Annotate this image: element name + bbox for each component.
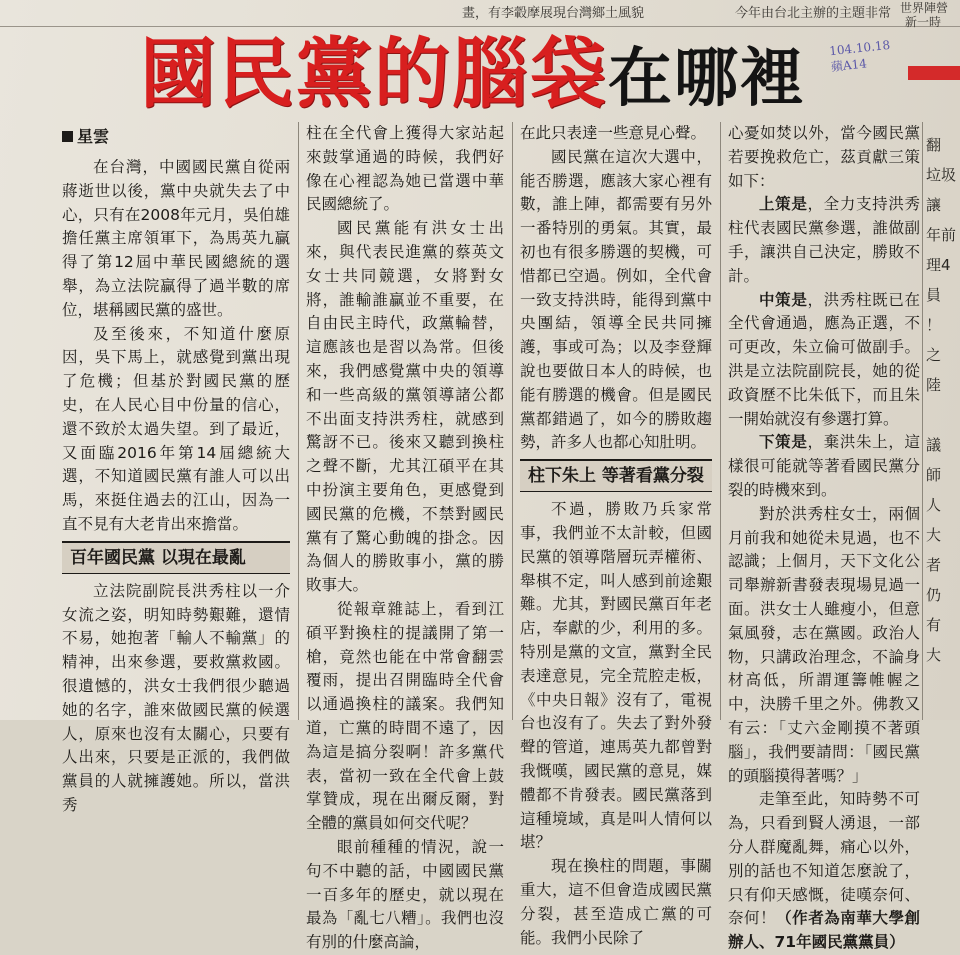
paragraph: 在此只表達一些意見心聲。 — [520, 124, 707, 142]
edge-line: 翻 — [926, 136, 942, 154]
top-strip — [0, 0, 960, 27]
author-note: （作者為南華大學創辦人、71年國民黨黨員） — [728, 909, 920, 952]
closing-text: 走筆至此，知時勢不可為，只看到賢人湧退，一部分人群魔亂舞，痛心以外，別的話也不知道怎麼說了，只有仰天感慨，徒嘆奈何、奈何！ — [728, 790, 920, 928]
edge-line: 者 — [926, 556, 942, 574]
paragraph: 不過，勝敗乃兵家常事，我們並不太計較，但國民黨的領導階層玩弄權術、舉棋不定，叫人感到前途艱難。尤其，對國民黨百年老店，奉獻的少，利用的多。特別是黨的文宣，黨對全民表達意見，完全荒腔走板，《中央日報》沒有了，電視台也沒有了。失去了對外發聲的管道，連馬英九都曾對我慨嘆，國民黨的意見，媒體都不肯發表。國民黨落到這種境域，真是叫人情何以堪？ — [520, 500, 712, 852]
edge-line: 議 — [926, 436, 942, 454]
strategy-label: 下策是 — [759, 433, 808, 452]
column-divider — [512, 122, 513, 720]
edge-line: 仍 — [926, 586, 942, 604]
headline — [140, 24, 806, 124]
article-column-1 — [62, 122, 290, 814]
edge-line: 人 — [926, 496, 942, 514]
edge-line: 讓 — [926, 196, 942, 214]
paragraph: 柱在全代會上獲得大家站起來鼓掌通過的時候，我們好像在心裡認為她已當選中華民國總統了。 — [306, 124, 504, 214]
author-name: 星雲 — [77, 127, 110, 146]
paragraph: 從報章雜誌上，看到江碩平對換柱的提議開了第一槍，竟然也能在中常會翻雲覆雨，提出召開臨時全代會以通過換柱的議案。我們知道，亡黨的時間不遠了，因為這是搞分裂啊！許多黨代表，當初一致在全代會上鼓掌贊成，現在出爾反爾，對全體的黨員如何交代呢？ — [306, 599, 504, 833]
paragraph — [728, 193, 920, 288]
top-strip-text-right-bottom: 新一時 — [905, 15, 942, 29]
top-strip-text-right-top: 世界陣營 — [900, 1, 949, 15]
paragraph: 在台灣，中國國民黨自從兩蔣逝世以後，黨中央就失去了中心，只有在2008年元月，吳伯雄擔任黨主席領軍下，為馬英九贏得了第12屆中華民國總統的選舉，為立法院贏得了過半數的席位，堪稱國民黨的盛世。 — [62, 158, 290, 319]
edge-line: ！ — [926, 316, 942, 334]
edge-line: 師 — [926, 466, 942, 484]
top-strip-text-left: 畫，有李轂摩展現台灣鄉土風貌 — [462, 6, 645, 21]
strategy-label: 中策是 — [759, 290, 808, 309]
edge-line: 之 — [926, 346, 942, 364]
paragraph — [728, 788, 920, 955]
edge-line: 年前 — [926, 226, 957, 244]
article-column-3 — [520, 122, 712, 947]
strategy-text: ，棄洪朱上，這樣很可能就等著看國民黨分裂的時機來到。 — [728, 433, 920, 499]
paragraph: 眼前種種的情況，說一句不中聽的話，中國國民黨一百多年的歷史，就以現在最為「亂七八糟」。我們也沒有別的什麼高論， — [306, 837, 504, 952]
paragraph — [728, 431, 920, 502]
author-byline — [62, 122, 290, 152]
edge-line — [926, 400, 960, 430]
article-column-2 — [306, 122, 504, 952]
paragraph: 對於洪秀柱女士，兩個月前我和她從未見過，也不認識；上個月，天下文化公司舉辦新書發表現場見過一面。洪女士人雖瘦小，但意氣風發，志在黨國。政治人物，只講政治理念，不論身材高低，所謂運籌帷幄之中，決勝千里之外。佛教又有云：「丈六金剛摸不著頭腦」，我們要請問：「國民黨的頭腦摸得著嗎？」 — [728, 504, 920, 785]
handnote-page: 蘋A14 — [830, 56, 868, 75]
paragraph: 及至後來，不知道什麼原因，吳下馬上，就感覺到黨出現了危機；但基於對國民黨的歷史，在人民心目中份量的信心，還不致於太過失望。到了最近，又面臨2016年第14屆總統大選，不知道國民黨有誰人可以出馬，來挺住過去的江山，因為一直不見有大老肯出來擔當。 — [62, 324, 290, 533]
strategy-label: 上策是 — [759, 195, 808, 214]
paragraph: 現在換柱的問題，事關重大，這不但會造成國民黨分裂，甚至造成亡黨的可能。我們小民除了 — [520, 857, 712, 947]
top-strip-text-middle: 今年由台北主辦的主題非常 — [735, 6, 892, 21]
edge-line: 大 — [926, 526, 942, 544]
headline-part-2: 在哪裡 — [608, 42, 806, 116]
column-divider — [298, 122, 299, 720]
column-divider — [922, 122, 923, 720]
strategy-text: ，洪秀柱既已在全代會通過，應為正選，不可更改，朱立倫可做副手。洪是立法院副院長，她的從政資歷不比朱低下，而且朱一開始就沒有參選打算。 — [728, 290, 920, 428]
red-accent-bar — [908, 66, 960, 80]
adjacent-column-cutoff — [926, 130, 960, 720]
edge-line: 理4 — [926, 256, 951, 274]
paragraph: 心憂如焚以外，當今國民黨若要挽救危亡，茲貢獻三策如下： — [728, 124, 920, 190]
paragraph: 立法院副院長洪秀柱以一介女流之姿，明知時勢艱難，還情不易，她抱著「輸人不輸黨」的精神，出來參選，要救黨救國。很遺憾的，洪女士我們很少聽過她的名字，誰來做國民黨的候選人，原來也沒有太關心，只要有人出來，只要是正派的，我們做黨員的人就擁護她。所以，當洪秀 — [62, 581, 290, 814]
edge-line: 員 — [926, 286, 942, 304]
edge-line: 垃圾 — [926, 166, 957, 184]
byline-square-icon — [62, 131, 73, 142]
paragraph: 國民黨能有洪女士出來，與代表民進黨的蔡英文女士共同競選，女將對女將，誰輸誰贏並不重要，在自由民主時代，政黨輪替，這應該也是習以為常。但後來，我們感覺黨中央的領導和一些高級的黨領導諸公都不出面支持洪秀柱，就感到驚訝不已。後來又聽到換柱之聲不斷，尤其江碩平在其中扮演主要角色，更感覺到國民黨的危機，不禁對國民黨有了驚心動魄的掛念。因為個人的勝敗事小，黨的勝敗事大。 — [306, 219, 504, 595]
subheading: 柱下朱上 等著看黨分裂 — [520, 459, 712, 492]
strategy-text: ，全力支持洪秀柱代表國民黨參選，誰做副手，讓洪自己決定，勝敗不計。 — [728, 195, 920, 285]
column-divider — [720, 122, 721, 720]
subheading: 百年國民黨 以現在最亂 — [62, 541, 290, 574]
article-column-4 — [728, 122, 920, 952]
edge-line: 大 — [926, 646, 942, 664]
edge-line: 陸 — [926, 376, 942, 394]
paragraph — [728, 289, 920, 432]
handwritten-note — [828, 37, 892, 75]
edge-line: 有 — [926, 616, 942, 634]
handnote-date: 104.10.18 — [828, 37, 891, 59]
headline-part-1: 國民黨的腦袋 — [140, 29, 608, 118]
paragraph: 國民黨在這次大選中，能否勝選，應該大家心裡有數，誰上陣，都需要有另外一番特別的勇氣。其實，最初也有很多勝選的契機，可惜都已空過。例如，全代會一致支持洪時，能得到黨中央團結，領導全民共同擁護，事或可為；以及李登輝說也要做日本人的時候，也能有勝選的機會。但是國民黨都錯過了，如今的勝敗趨勢，許多人也都心知肚明。 — [520, 147, 712, 452]
